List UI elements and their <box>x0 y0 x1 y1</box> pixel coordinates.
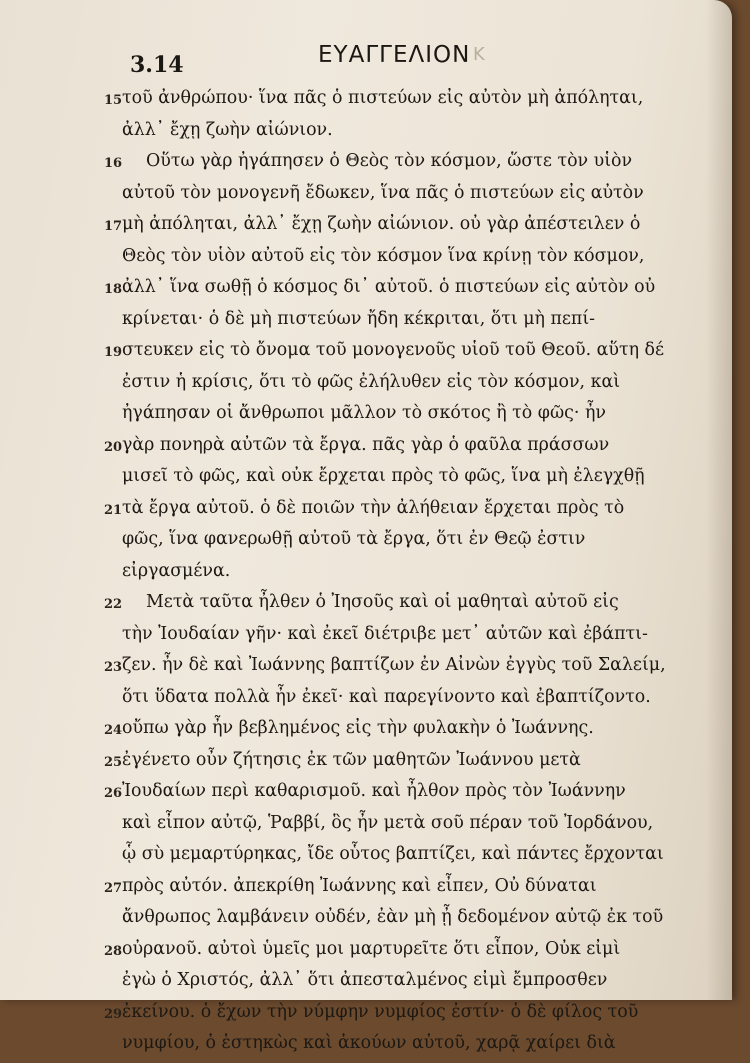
text-line <box>0 307 732 339</box>
line-text: μὴ ἀπόληται, ἀλλ᾽ ἔχῃ ζωὴν αἰώνιον. οὐ γὰρ ἀπέστειλεν ὁ <box>122 214 641 234</box>
text-line <box>0 590 732 622</box>
text-line <box>0 874 732 906</box>
line-text: εἰργασμένα. <box>122 560 231 581</box>
running-title: ΕΥΑΓΓΕΛΙΟΝ <box>318 42 471 68</box>
text-line <box>0 338 732 370</box>
text-line <box>0 842 732 874</box>
verse-number: 15 <box>104 93 123 108</box>
line-text: πρὸς αὐτόν. ἀπεκρίθη Ἰωάννης καὶ εἶπεν, Οὐ δύναται <box>122 875 597 896</box>
line-text: τὰ ἔργα αὐτοῦ. ὁ δὲ ποιῶν τὴν ἀλήθειαν ἔρχεται πρὸς τὸ <box>122 497 625 518</box>
text-line <box>0 622 732 654</box>
line-text: οὔπω γὰρ ἦν βεβλημένος εἰς τὴν φυλακὴν ὁ Ἰωάννης. <box>122 718 594 738</box>
text-line <box>0 370 732 402</box>
verse-number: 27 <box>104 880 123 896</box>
text-line <box>0 181 732 213</box>
line-text: τὴν Ἰουδαίαν γῆν· καὶ ἐκεῖ διέτριβε μετ᾽ αὐτῶν καὶ ἐβάπτι- <box>122 623 648 644</box>
text-line <box>0 86 732 118</box>
text-line <box>0 811 732 843</box>
text-line <box>0 653 732 685</box>
text-line <box>0 1031 732 1063</box>
line-text: Οὕτω γὰρ ἠγάπησεν ὁ Θεὸς τὸν κόσμον, ὥστε τὸν υἱὸν <box>146 151 633 171</box>
verse-number: 20 <box>104 439 123 455</box>
text-line <box>0 748 732 780</box>
text-line <box>0 779 732 811</box>
text-line <box>0 401 732 433</box>
verse-number: 26 <box>104 786 123 801</box>
text-line <box>0 464 732 496</box>
text-line <box>0 559 732 591</box>
line-text: φῶς, ἵνα φανερωθῇ αὐτοῦ τὰ ἔργα, ὅτι ἐν Θεῷ ἐστιν <box>122 529 586 549</box>
line-text: ἐγένετο οὖν ζήτησις ἐκ τῶν μαθητῶν Ἰωάννου μετὰ <box>122 749 581 770</box>
gospel-text-block <box>0 86 732 1063</box>
line-text: ἠγάπησαν οἱ ἄνθρωποι μᾶλλον τὸ σκότος ἢ τὸ φῶς· ἦν <box>122 403 606 423</box>
text-line <box>0 149 732 181</box>
verse-number: 29 <box>104 1006 123 1022</box>
line-text: Θεὸς τὸν υἱὸν αὐτοῦ εἰς τὸν κόσμον ἵνα κρίνῃ τὸν κόσμον, <box>122 245 645 266</box>
text-line <box>0 496 732 528</box>
text-line <box>0 433 732 465</box>
line-text: ἐστιν ἡ κρίσις, ὅτι τὸ φῶς ἐλήλυθεν εἰς τὸν κόσμον, καὶ <box>122 371 621 392</box>
verse-number: 16 <box>104 156 123 171</box>
verse-number: 23 <box>104 660 123 675</box>
text-line <box>0 118 732 150</box>
line-text: γὰρ πονηρὰ αὐτῶν τὰ ἔργα. πᾶς γὰρ ὁ φαῦλα πράσσων <box>122 434 610 455</box>
line-text: μισεῖ τὸ φῶς, καὶ οὐκ ἔρχεται πρὸς τὸ φῶς, ἵνα μὴ ἐλεγχθῇ <box>122 466 645 486</box>
text-line <box>0 685 732 717</box>
text-line <box>0 905 732 937</box>
verse-number: 24 <box>104 723 123 738</box>
line-text: στευκεν εἰς τὸ ὄνομα τοῦ μονογενοῦς υἱοῦ τοῦ Θεοῦ. αὕτη δέ <box>122 340 665 360</box>
line-text: αὐτοῦ τὸν μονογενῆ ἔδωκεν, ἵνα πᾶς ὁ πιστεύων εἰς αὐτὸν <box>122 182 644 203</box>
text-line <box>0 937 732 969</box>
chapter-verse-reference: 3.14 <box>130 52 184 78</box>
line-text: ᾧ σὺ μεμαρτύρηκας, ἴδε οὗτος βαπτίζει, καὶ πάντες ἔρχονται <box>122 844 664 864</box>
line-text: κρίνεται· ὁ δὲ μὴ πιστεύων ἤδη κέκριται, ὅτι μὴ πεπί- <box>122 308 596 329</box>
text-line <box>0 1000 732 1032</box>
verse-number: 18 <box>104 282 123 297</box>
line-text: Ἰουδαίων περὶ καθαρισμοῦ. καὶ ἦλθον πρὸς τὸν Ἰωάννην <box>122 781 626 801</box>
line-text: ἀλλ᾽ ἔχῃ ζωὴν αἰώνιον. <box>122 119 333 140</box>
line-text: ἄνθρωπος λαμβάνειν οὐδέν, ἐὰν μὴ ᾖ δεδομένον αὐτῷ ἐκ τοῦ <box>122 907 664 927</box>
verse-number: 28 <box>104 943 123 959</box>
text-line <box>0 275 732 307</box>
line-text: ἐγὼ ὁ Χριστός, ἀλλ᾽ ὅτι ἀπεσταλμένος εἰμὶ ἔμπροσθεν <box>122 970 608 990</box>
line-text: τοῦ ἀνθρώπου· ἵνα πᾶς ὁ πιστεύων εἰς αὐτὸν μὴ ἀπόληται, <box>122 88 644 108</box>
verse-number: 19 <box>104 345 123 360</box>
text-line <box>0 716 732 748</box>
line-text: ἀλλ᾽ ἵνα σωθῇ ὁ κόσμος δι᾽ αὐτοῦ. ὁ πιστεύων εἰς αὐτὸν οὐ <box>122 277 656 297</box>
line-text: Μετὰ ταῦτα ἦλθεν ὁ Ἰησοῦς καὶ οἱ μαθηταὶ αὐτοῦ εἰς <box>146 592 619 612</box>
verse-number: 25 <box>104 754 123 770</box>
text-line <box>0 244 732 276</box>
text-line <box>0 212 732 244</box>
line-text: ζεν. ἦν δὲ καὶ Ἰωάννης βαπτίζων ἐν Αἰνὼν ἐγγὺς τοῦ Σαλείμ, <box>122 655 666 675</box>
text-line <box>0 968 732 1000</box>
verse-number: 17 <box>104 219 123 234</box>
text-line <box>0 527 732 559</box>
line-text: ὅτι ὕδατα πολλὰ ἦν ἐκεῖ· καὶ παρεγίνοντο καὶ ἐβαπτίζοντο. <box>122 686 651 707</box>
line-text: οὐρανοῦ. αὐτοὶ ὑμεῖς μοι μαρτυρεῖτε ὅτι εἶπον, Οὐκ εἰμὶ <box>122 938 621 959</box>
line-text: καὶ εἶπον αὐτῷ, Ῥαββί, ὃς ἦν μετὰ σοῦ πέραν τοῦ Ἰορδάνου, <box>122 812 654 833</box>
page-header <box>0 40 732 80</box>
line-text: ἐκείνου. ὁ ἔχων τὴν νύμφην νυμφίος ἐστίν· ὁ δὲ φίλος τοῦ <box>122 1001 639 1022</box>
show-through-letter: K <box>473 44 485 65</box>
verse-number: 22 <box>104 597 123 612</box>
line-text: νυμφίου, ὁ ἑστηκὼς καὶ ἀκούων αὐτοῦ, χαρᾷ χαίρει διὰ <box>122 1033 616 1053</box>
verse-number: 21 <box>104 502 123 518</box>
